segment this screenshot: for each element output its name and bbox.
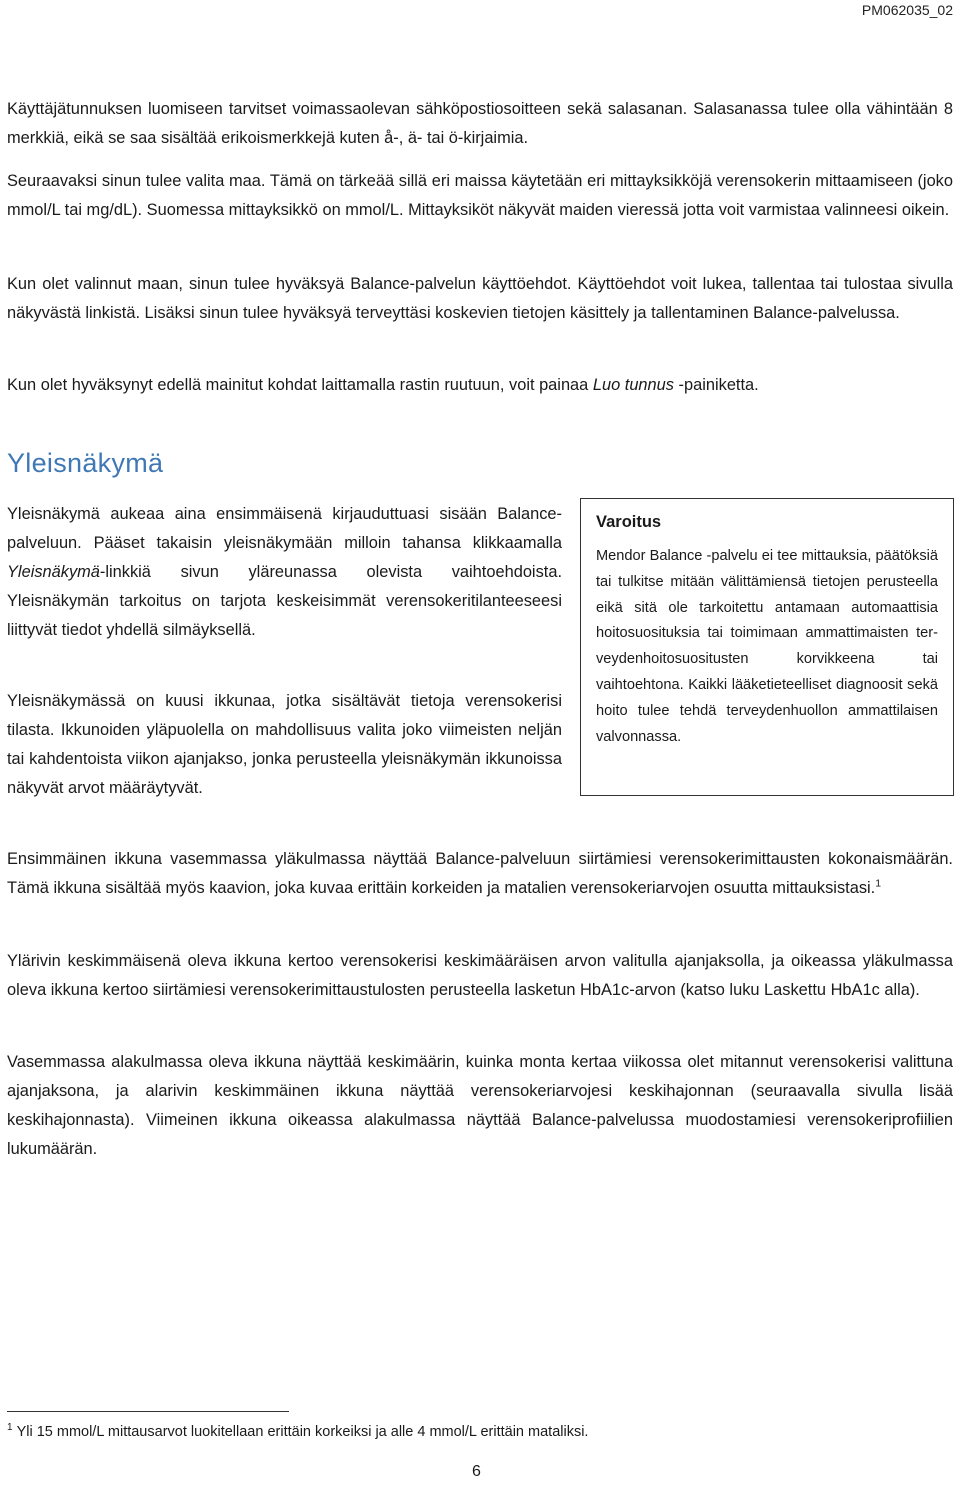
warning-box <box>580 498 954 796</box>
text-segment: -linkkiä sivun yläreunassa olevista vaihtoehdoista. Yleisnäkymän tarkoitus on tarjota keskeisimmät verensokeritilanteeseesi liittyvät tiedot yhdellä silmäyksellä. <box>7 563 562 639</box>
paragraph-username-requirements: Käyttäjätunnuksen luomiseen tarvitset voimassaolevan sähköpostiosoitteen sekä salasanan. Salasanassa tulee olla vähintään 8 merkkiä, eikä se saa sisältää erikoismerkkejä kuten å-, ä- tai ö-kirjaimia. <box>7 100 953 147</box>
text-segment: -painiketta. <box>673 376 759 394</box>
warning-title: Varoitus <box>596 513 662 531</box>
text-segment: Yleisnäkymä aukeaa aina ensimmäisenä kirjauduttuasi sisään Balance-palveluun. Pääset takaisin yleisnäkymään milloin tahansa klikkaamalla <box>7 505 562 552</box>
paragraph-overview-windows: Yleisnäkymässä on kuusi ikkunaa, jotka sisältävät tietoja verensokerisi tilasta. Ikkunoiden yläpuolella on mahdollisuus valita joko viimeisten neljän tai kahdentoista viikon ajanjakso, jonka perusteella yleisnäkymän ikkunoissa näkyvät arvot määräytyvät. <box>7 692 562 797</box>
footnote-reference: 1 <box>875 877 882 890</box>
text-segment: Ensimmäinen ikkuna vasemmassa yläkulmassa näyttää Balance-palveluun siirtämiesi verensokerimittausten kokonaismäärän. Tämä ikkuna sisältää myös kaavion, joka kuvaa erittäin korkeiden ja matalien verensokeriarvojen osuutta mittauksistasi. <box>7 850 953 897</box>
page-number: 6 <box>472 1463 481 1480</box>
footnote-mark: 1 <box>7 1422 13 1434</box>
paragraph-create-account <box>7 371 953 400</box>
footnote-divider <box>7 1411 289 1412</box>
text-segment: Kun olet hyväksynyt edellä mainitut kohdat laittamalla rastin ruutuun, voit painaa <box>7 376 593 394</box>
link-name-emphasis: Yleisnäkymä <box>7 563 100 581</box>
document-code: PM062035_02 <box>861 2 953 18</box>
footnote <box>7 1421 588 1443</box>
warning-text: Mendor Balance -palvelu ei tee mittauksia, päätöksiä tai tulkitse mitään välittämiensä tietojen perusteella eikä sitä ole tarkoitettu antamaan automaattisia hoitosuosituksia tai toimimaan ammattimaisten terveydenhoitosuositusten korvikkeena tai vaihtoehtona. Kaikki lääketieteelliset diagnoosit sekä hoito tulee tehdä terveydenhuollon ammattilaisen valvonnassa. <box>596 548 938 745</box>
section-heading: Yleisnäkymä <box>7 448 164 478</box>
paragraph-overview-intro <box>7 500 562 645</box>
button-name-emphasis: Luo tunnus <box>592 376 674 394</box>
paragraph-bottom-row-windows: Vasemmassa alakulmassa oleva ikkuna näyttää keskimäärin, kuinka monta kertaa viikossa olet mitannut verensokerisi valittuna ajanjaksona, ja alarivin keskimmäinen ikkuna näyttää verensokeriarvojesi keskihajonnan (seuraavalla sivulla lisää keskihajonnasta). Viimeinen ikkuna oikeassa alakulmassa näyttää Balance-palvelussa muodostamiesi verensokeriprofiilien lukumäärän. <box>7 1053 953 1158</box>
footnote-text: Yli 15 mmol/L mittausarvot luokitellaan erittäin korkeiksi ja alle 4 mmol/L erittäin mataliksi. <box>16 1424 589 1440</box>
paragraph-first-window <box>7 845 953 903</box>
paragraph-select-country: Seuraavaksi sinun tulee valita maa. Tämä on tärkeää sillä eri maissa käytetään eri mittayksikköjä verensokerin mittaamiseen (joko mmol/L tai mg/dL). Suomessa mittayksikkö on mmol/L. Mittayksiköt näkyvät maiden vieressä jotta voit varmistaa valinneesi oikein. <box>7 172 953 219</box>
paragraph-accept-terms: Kun olet valinnut maan, sinun tulee hyväksyä Balance-palvelun käyttöehdot. Käyttöehdot voit lukea, tallentaa tai tulostaa sivulla näkyvästä linkistä. Lisäksi sinun tulee hyväksyä terveyttäsi koskevien tietojen käsittely ja tallentaminen Balance-palvelussa. <box>7 275 953 322</box>
paragraph-top-row-windows: Ylärivin keskimmäisenä oleva ikkuna kertoo verensokerisi keskimääräisen arvon valitulla ajanjaksolla, ja oikeassa yläkulmassa oleva ikkuna kertoo siirtämiesi verensokerimittaustulosten perusteella lasketun HbA1c-arvon (katso luku Laskettu HbA1c alla). <box>7 952 953 999</box>
